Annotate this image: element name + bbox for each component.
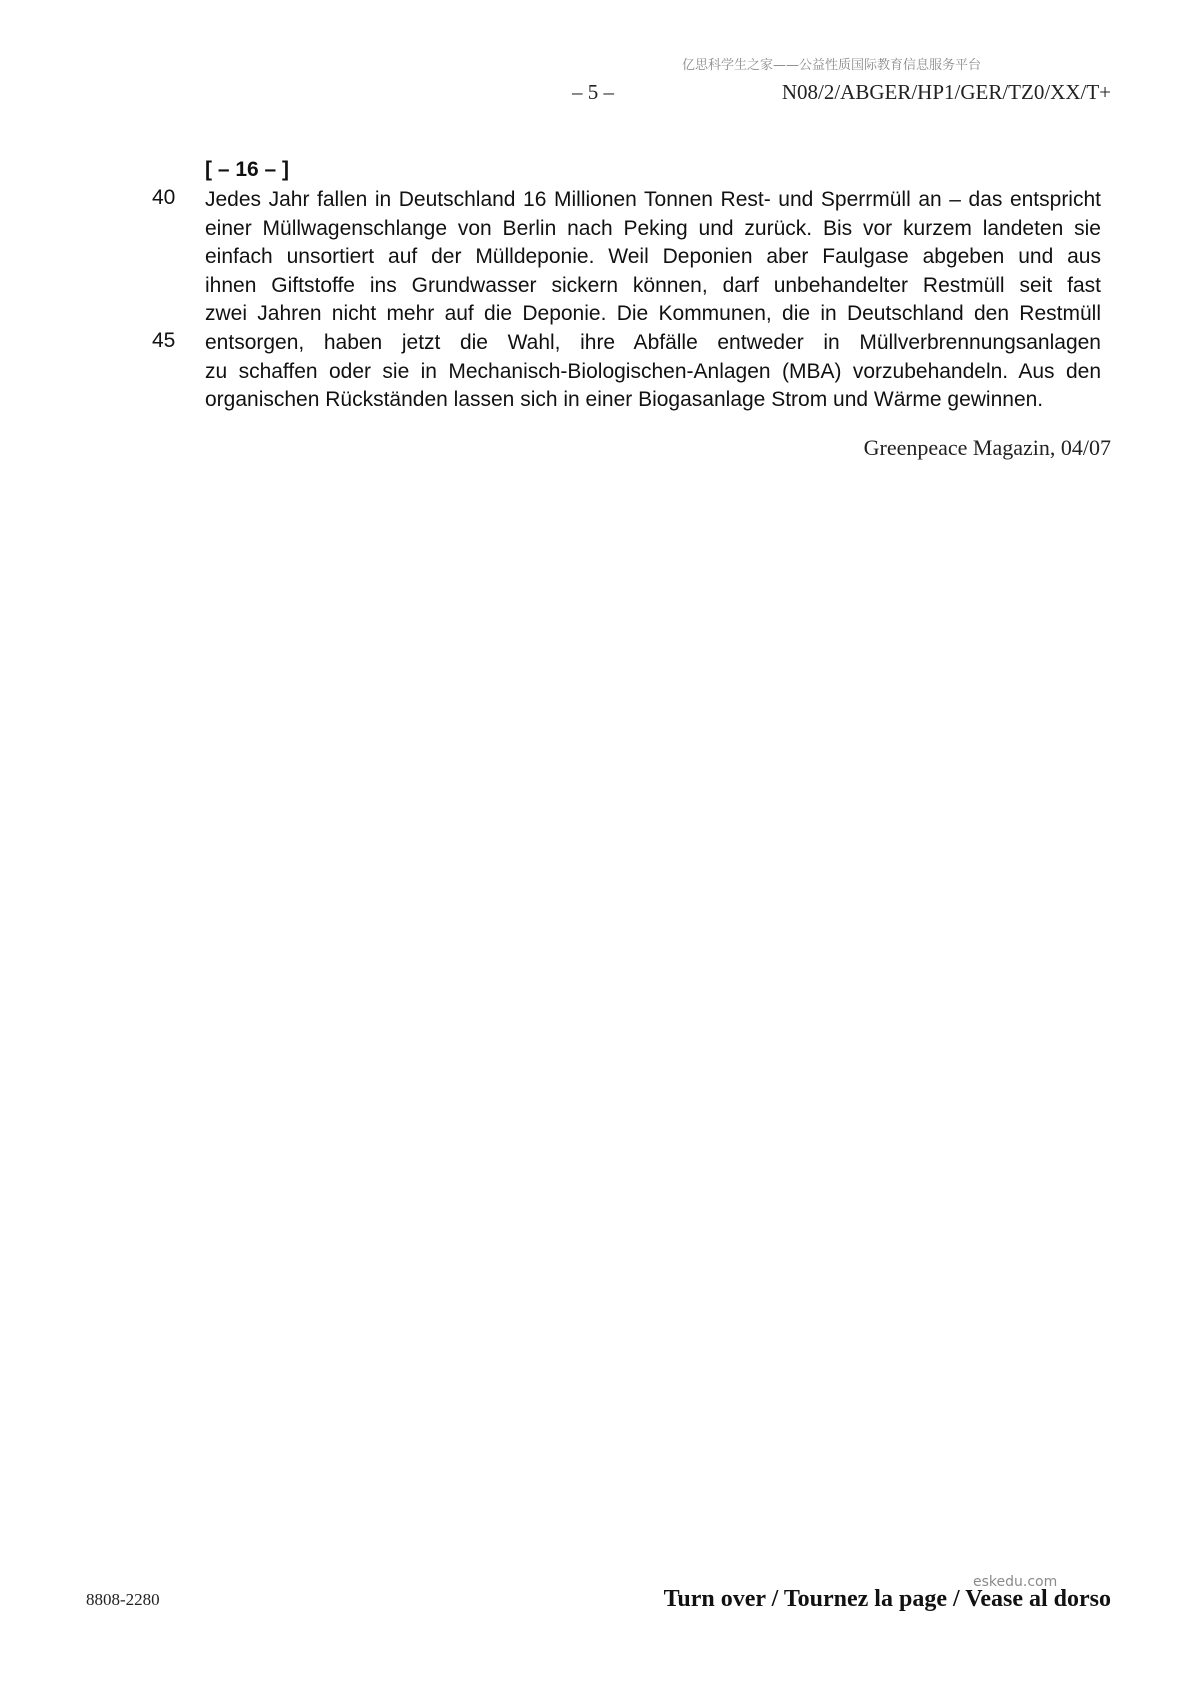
text-line: ihnen Giftstoffe ins Grundwasser sickern können, darf unbehandelter Restmüll seit fast	[205, 273, 1101, 297]
document-code: N08/2/ABGER/HP1/GER/TZ0/XX/T+	[781, 80, 1111, 104]
text-line: einer Müllwagenschlange von Berlin nach Peking und zurück. Bis vor kurzem landeten sie	[205, 216, 1101, 240]
turn-over-text: Turn over / Tournez la page / Vease al dorso	[663, 1586, 1111, 1612]
text-line: zwei Jahren nicht mehr auf die Deponie. Die Kommunen, die in Deutschland den Restmüll	[205, 302, 1101, 326]
section-label: [ – 16 – ]	[205, 158, 290, 181]
footer-watermark: eskedu.com	[973, 1574, 1058, 1590]
text-line: zu schaffen oder sie in Mechanisch-Biologischen-Anlagen (MBA) vorzubehandeln. Aus den	[205, 359, 1101, 383]
header-watermark: 亿思科学生之家——公益性质国际教育信息服务平台	[682, 58, 982, 73]
text-line: entsorgen, haben jetzt die Wahl, ihre Abfälle entweder in Müllverbrennungsanlagen	[205, 330, 1101, 354]
text-line: Jedes Jahr fallen in Deutschland 16 Millionen Tonnen Rest- und Sperrmüll an – das entspricht	[205, 188, 1101, 211]
line-number-45: 45	[152, 329, 176, 352]
line-number-40: 40	[152, 186, 176, 209]
text-line: einfach unsortiert auf der Mülldeponie. Weil Deponien aber Faulgase abgeben und aus	[205, 245, 1101, 269]
footer-code: 8808-2280	[86, 1590, 160, 1609]
body-text	[205, 186, 1101, 415]
source-citation: Greenpeace Magazin, 04/07	[863, 435, 1111, 460]
text-line: organischen Rückständen lassen sich in einer Biogasanlage Strom und Wärme gewinnen.	[205, 388, 1044, 412]
page-number: – 5 –	[572, 80, 614, 104]
